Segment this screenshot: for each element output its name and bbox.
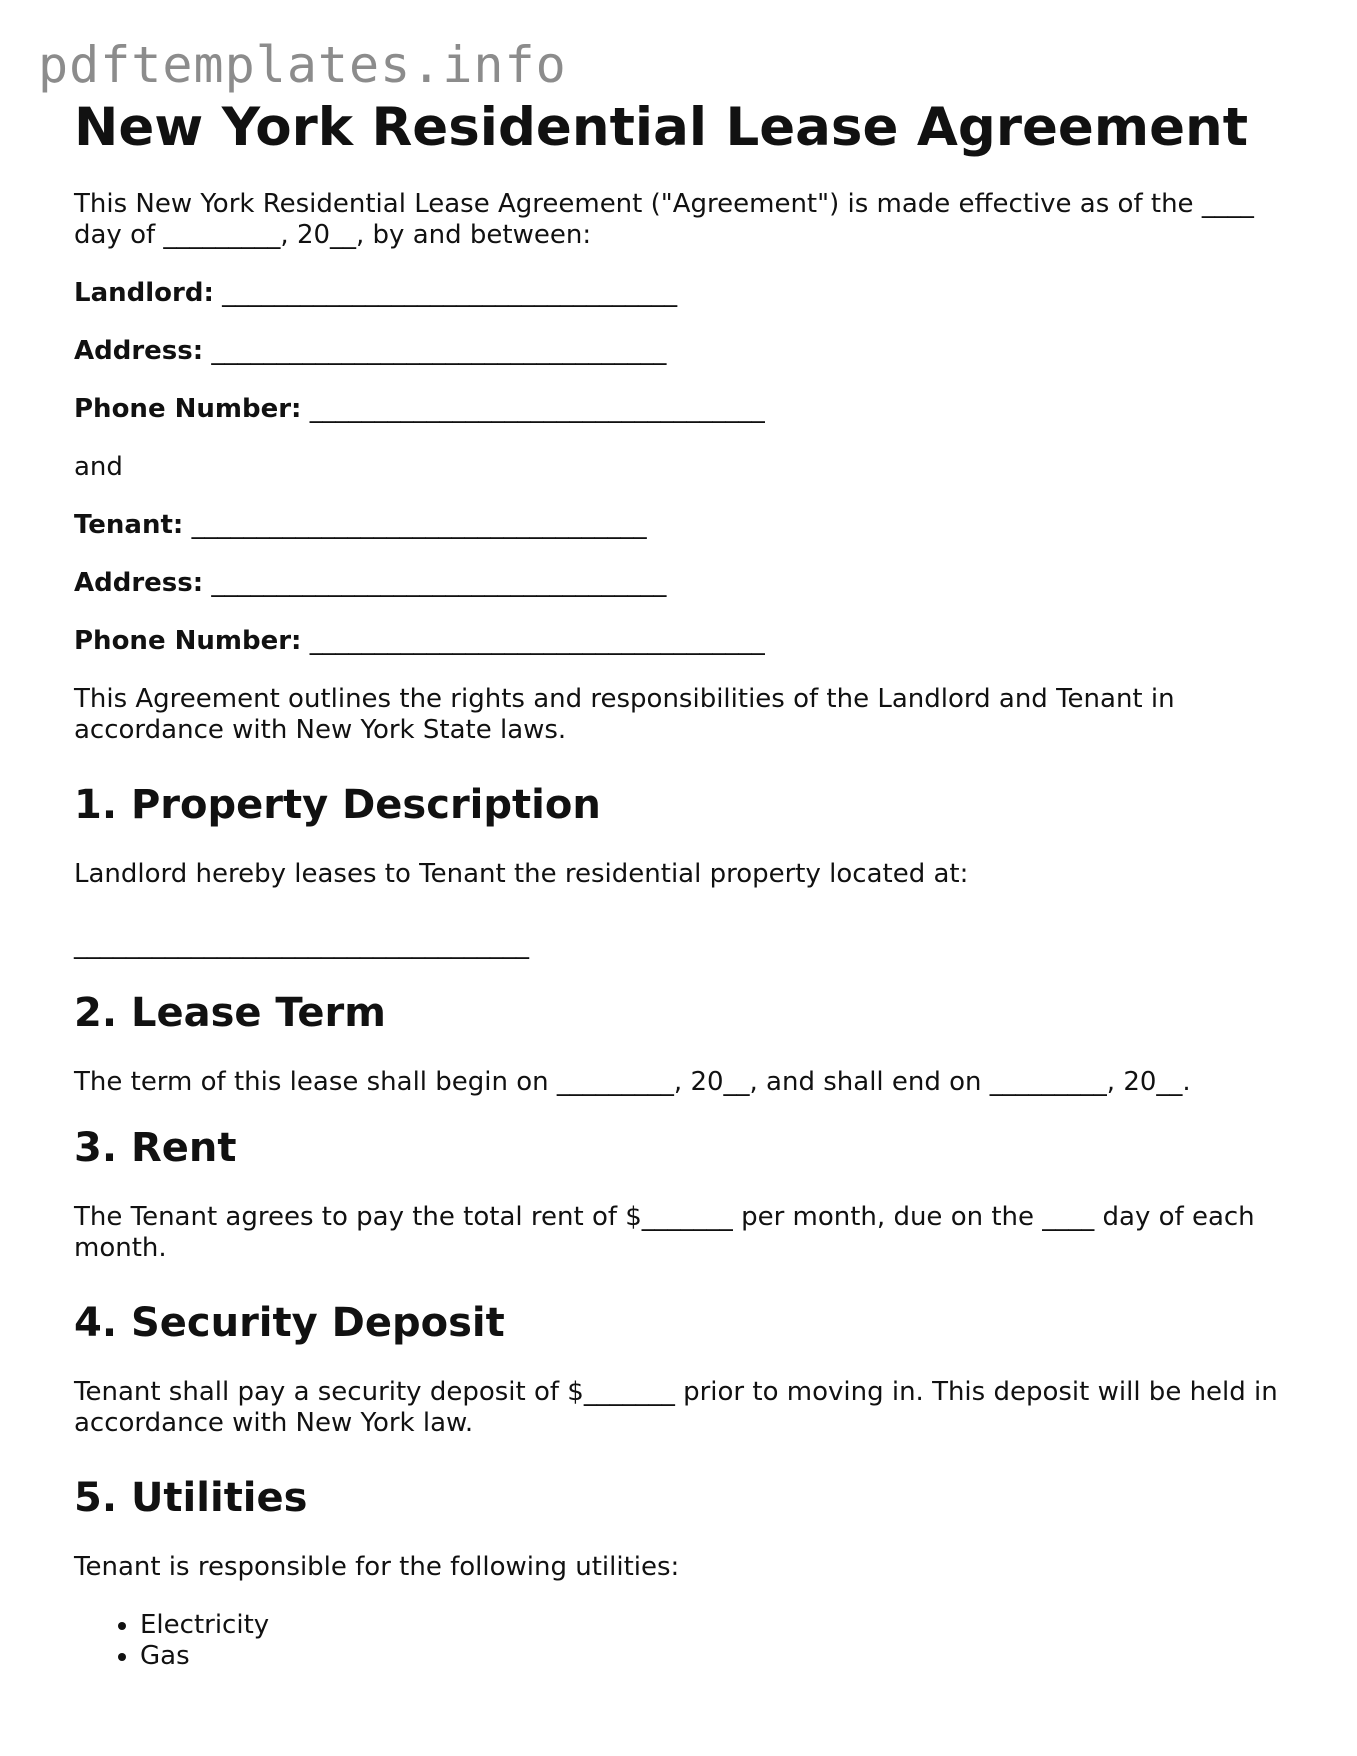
landlord-address-blank: ___________________________________ — [211, 335, 667, 366]
tenant-name-blank: ___________________________________ — [191, 509, 647, 540]
property-paragraph: Landlord hereby leases to Tenant the residential property located at: — [74, 858, 969, 889]
landlord-address-field — [74, 336, 1304, 367]
landlord-phone-label: Phone Number: — [74, 393, 302, 424]
and-text: and — [74, 451, 123, 482]
list-item: • Electricity — [140, 1610, 1304, 1641]
rent-paragraph: The Tenant agrees to pay the total rent of $_______ per month, due on the ____ day of each month. — [74, 1201, 1255, 1263]
section-heading-term: 2. Lease Term — [74, 989, 386, 1036]
landlord-phone-blank: ___________________________________ — [309, 393, 765, 424]
utilities-list — [74, 1610, 1304, 1672]
tenant-address-field — [74, 568, 1304, 599]
deposit-paragraph: Tenant shall pay a security deposit of $_______ prior to moving in. This deposit will be held in accordance with New York law. — [74, 1376, 1278, 1438]
landlord-name-blank: ___________________________________ — [222, 277, 678, 308]
section-heading-property: 1. Property Description — [74, 781, 601, 828]
landlord-phone-field — [74, 394, 1304, 425]
agreement-paragraph: This Agreement outlines the rights and responsibilities of the Landlord and Tenant in accordance with New York State laws. — [74, 683, 1175, 745]
tenant-name-field — [74, 510, 1304, 541]
list-item: • Gas — [140, 1641, 1304, 1672]
watermark: pdftemplates.info — [38, 36, 567, 94]
tenant-label: Tenant: — [74, 509, 184, 540]
section-heading-rent: 3. Rent — [74, 1124, 237, 1171]
landlord-name-field — [74, 278, 1304, 309]
utilities-paragraph: Tenant is responsible for the following utilities: — [74, 1551, 680, 1582]
term-paragraph: The term of this lease shall begin on _________, 20__, and shall end on _________, 20__. — [74, 1066, 1191, 1097]
document-page — [74, 96, 1304, 1672]
tenant-address-blank: ___________________________________ — [211, 567, 667, 598]
tenant-phone-blank: ___________________________________ — [309, 625, 765, 656]
property-address-blank: ___________________________________ — [74, 929, 529, 960]
landlord-address-label: Address: — [74, 335, 204, 366]
intro-paragraph: This New York Residential Lease Agreement ("Agreement") is made effective as of the ____ day of _________, 20__, by and between: — [74, 188, 1254, 250]
tenant-address-label: Address: — [74, 567, 204, 598]
section-heading-utilities: 5. Utilities — [74, 1474, 308, 1521]
section-heading-deposit: 4. Security Deposit — [74, 1299, 505, 1346]
document-title: New York Residential Lease Agreement — [74, 97, 1249, 158]
landlord-label: Landlord: — [74, 277, 214, 308]
tenant-phone-label: Phone Number: — [74, 625, 302, 656]
tenant-phone-field — [74, 626, 1304, 657]
